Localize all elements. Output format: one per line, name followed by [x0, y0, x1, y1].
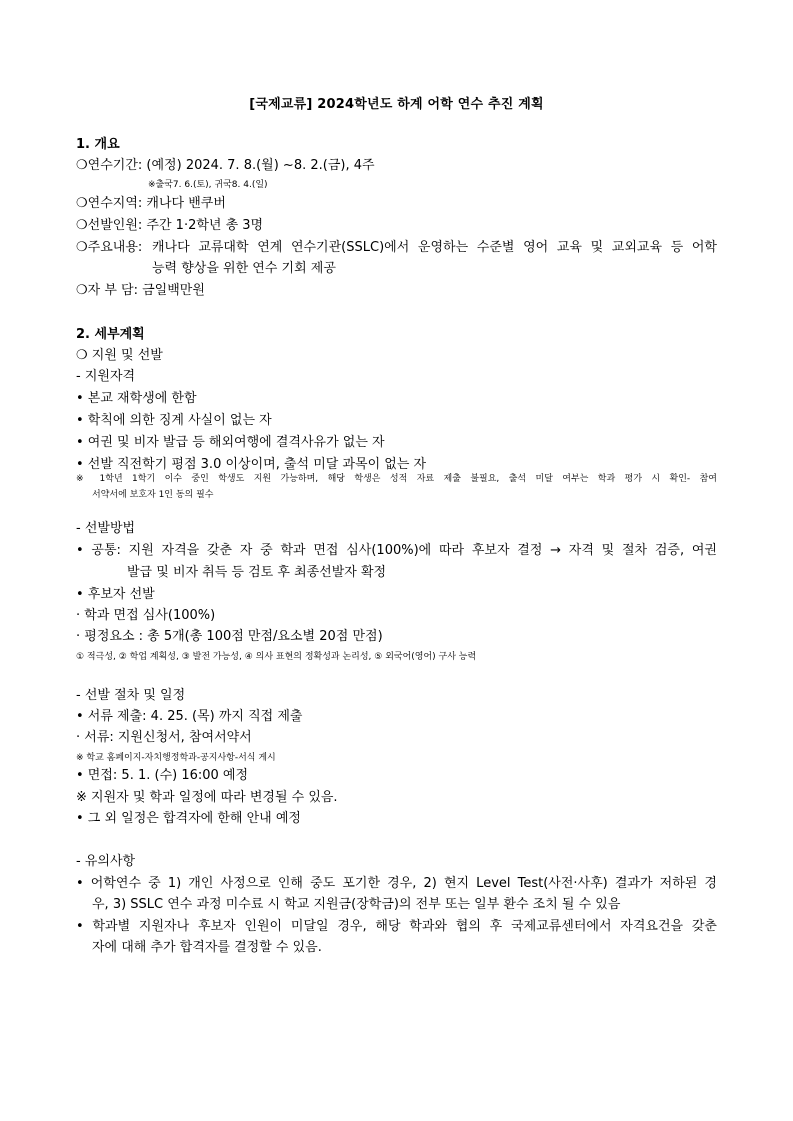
notes-item1-line-2: 우, 3) SSLC 연수 과정 미수료 시 학교 지원금(장학금)의 전부 또는 일부 환수 조치 될 수 있음 [92, 897, 621, 912]
region-label: ❍연수지역: [76, 196, 143, 211]
method-interview: · 학과 면접 심사(100%) [76, 608, 216, 623]
section2-heading: 2. 세부계획 [76, 327, 145, 342]
eligibility-note-line-1: ※ 1학년 1학기 이수 중인 학생도 지원 가능하며, 해당 학생은 성적 자료 제출 불필요, 출석 미달 여부는 학과 평가 시 확인- 참여 [76, 474, 717, 484]
period-value: (예정) 2024. 7. 8.(월) ~8. 2.(금), 4주 [146, 158, 375, 173]
content-label: ❍주요내용: [76, 240, 143, 255]
schedule-label: - 선발 절차 및 일정 [76, 688, 186, 703]
selection-label: ❍선발인원: [76, 218, 143, 233]
eligibility-item: • 본교 재학생에 한함 [76, 391, 197, 406]
schedule-documents: · 서류: 지원신청서, 참여서약서 [76, 730, 252, 745]
eligibility-item: • 여권 및 비자 발급 등 해외여행에 결격사유가 없는 자 [76, 435, 385, 450]
schedule-change-note: ※ 지원자 및 학과 일정에 따라 변경될 수 있음. [76, 790, 338, 805]
method-factors: · 평정요소 : 총 5개(총 100점 만점/요소별 20점 만점) [76, 629, 383, 644]
burden-row [76, 280, 717, 302]
eligibility-item: • 학칙에 의한 징계 사실이 없는 자 [76, 413, 272, 428]
region-row [76, 193, 717, 215]
schedule-interview: • 면접: 5. 1. (수) 16:00 예정 [76, 768, 249, 783]
eligibility-label: - 지원자격 [76, 369, 136, 384]
method-common-line-2: 발급 및 비자 취득 등 검토 후 최종선발자 확정 [127, 565, 387, 580]
burden-label: ❍자 부 담: [76, 283, 138, 298]
notes-label: - 유의사항 [76, 854, 136, 869]
method-common-line-1: • 공통: 지원 자격을 갖춘 자 중 학과 면접 심사(100%)에 따라 후보자 결정 → 자격 및 절차 검증, 여권 [76, 543, 717, 558]
period-row [76, 155, 717, 177]
content-line-1: 캐나다 교류대학 연계 연수기관(SSLC)에서 운영하는 수준별 영어 교육 및 교외교육 등 어학 [152, 240, 717, 255]
selection-row [76, 215, 717, 237]
schedule-posting-note: ※ 학교 홈페이지-자치행정학과-공지사항-서식 게시 [76, 753, 276, 763]
notes-item2-line-1: • 학과별 지원자나 후보자 인원이 미달일 경우, 해당 학과와 협의 후 국제교류센터에서 자격요건을 갖춘 [76, 919, 717, 934]
eligibility-item: • 선발 직전학기 평점 3.0 이상이며, 출석 미달 과목이 없는 자 [76, 457, 427, 472]
selection-value: 주간 1·2학년 총 3명 [146, 218, 264, 233]
section1-heading: 1. 개요 [76, 137, 120, 152]
notes-item1-line-1: • 어학연수 중 1) 개인 사정으로 인해 중도 포기한 경우, 2) 현지 Level Test(사전·사후) 결과가 저하된 경 [76, 876, 717, 891]
section2-subheading: ❍ 지원 및 선발 [76, 348, 163, 363]
method-candidate: • 후보자 선발 [76, 587, 155, 602]
schedule-other: • 그 외 일정은 합격자에 한해 안내 예정 [76, 811, 301, 826]
period-note: ※출국7. 6.(토), 귀국8. 4.(일) [148, 180, 268, 190]
document-title: [국제교류] 2024학년도 하계 어학 연수 추진 계획 [249, 97, 544, 112]
notes-item2-line-2: 자에 대해 추가 합격자를 결정할 수 있음. [92, 940, 322, 955]
method-factor-list: ① 적극성, ② 학업 계획성, ③ 발전 가능성, ④ 의사 표현의 정확성과 논리성, ⑤ 외국어(영어) 구사 능력 [76, 652, 477, 662]
region-value: 캐나다 밴쿠버 [146, 196, 226, 211]
burden-value: 금일백만원 [142, 283, 205, 298]
method-label: - 선발방법 [76, 521, 136, 536]
schedule-submit: • 서류 제출: 4. 25. (목) 까지 직접 제출 [76, 709, 303, 724]
eligibility-note-line-2: 서약서에 보호자 1인 동의 필수 [92, 490, 214, 500]
period-label: ❍연수기간: [76, 158, 143, 173]
content-line-2: 능력 향상을 위한 연수 기회 제공 [152, 261, 336, 276]
